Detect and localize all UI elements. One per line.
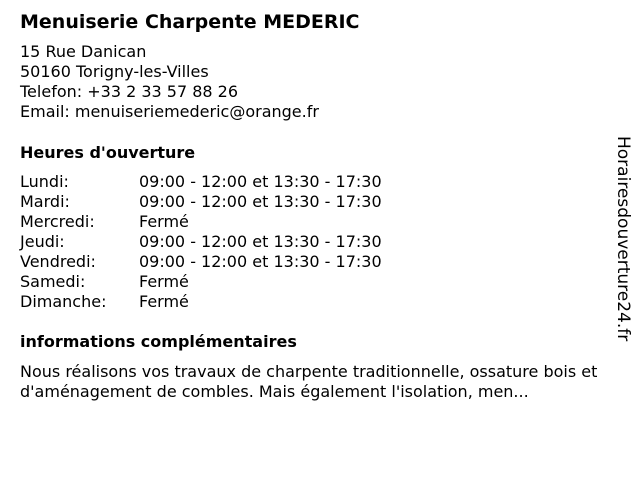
site-watermark: Horairesdouverture24.fr [613,136,633,342]
hours-row-mercredi [20,212,610,232]
hours-row-dimanche [20,292,610,312]
time-value: Fermé [139,292,189,311]
time-value: 09:00 - 12:00 et 13:30 - 17:30 [139,192,382,211]
day-label: Lundi: [20,172,69,191]
day-label: Mercredi: [20,212,95,231]
hours-row-jeudi [20,232,610,252]
hours-title: Heures d'ouverture [20,143,196,162]
day-label: Samedi: [20,272,86,291]
time-value: Fermé [139,212,189,231]
hours-row-lundi [20,172,610,192]
info-description: Nous réalisons vos travaux de charpente traditionnelle, ossature bois et d'aménagement de combles. Mais également l'isolation, men... [20,362,598,401]
hours-row-vendredi [20,252,610,272]
address-street: 15 Rue Danican [20,42,147,61]
day-label: Dimanche: [20,292,107,311]
phone-line: Telefon: +33 2 33 57 88 26 [20,82,239,101]
address-city: 50160 Torigny-les-Villes [20,62,209,81]
business-name: Menuiserie Charpente MEDERIC [20,11,360,33]
day-label: Vendredi: [20,252,96,271]
email-line: Email: menuiseriemederic@orange.fr [20,102,319,121]
time-value: 09:00 - 12:00 et 13:30 - 17:30 [139,232,382,251]
contact-block [20,42,610,122]
time-value: Fermé [139,272,189,291]
day-label: Jeudi: [20,232,65,251]
time-value: 09:00 - 12:00 et 13:30 - 17:30 [139,172,382,191]
hours-row-samedi [20,272,610,292]
time-value: 09:00 - 12:00 et 13:30 - 17:30 [139,252,382,271]
business-card [20,10,610,402]
info-title: informations complémentaires [20,332,297,351]
hours-table [20,172,610,312]
day-label: Mardi: [20,192,70,211]
hours-row-mardi [20,192,610,212]
